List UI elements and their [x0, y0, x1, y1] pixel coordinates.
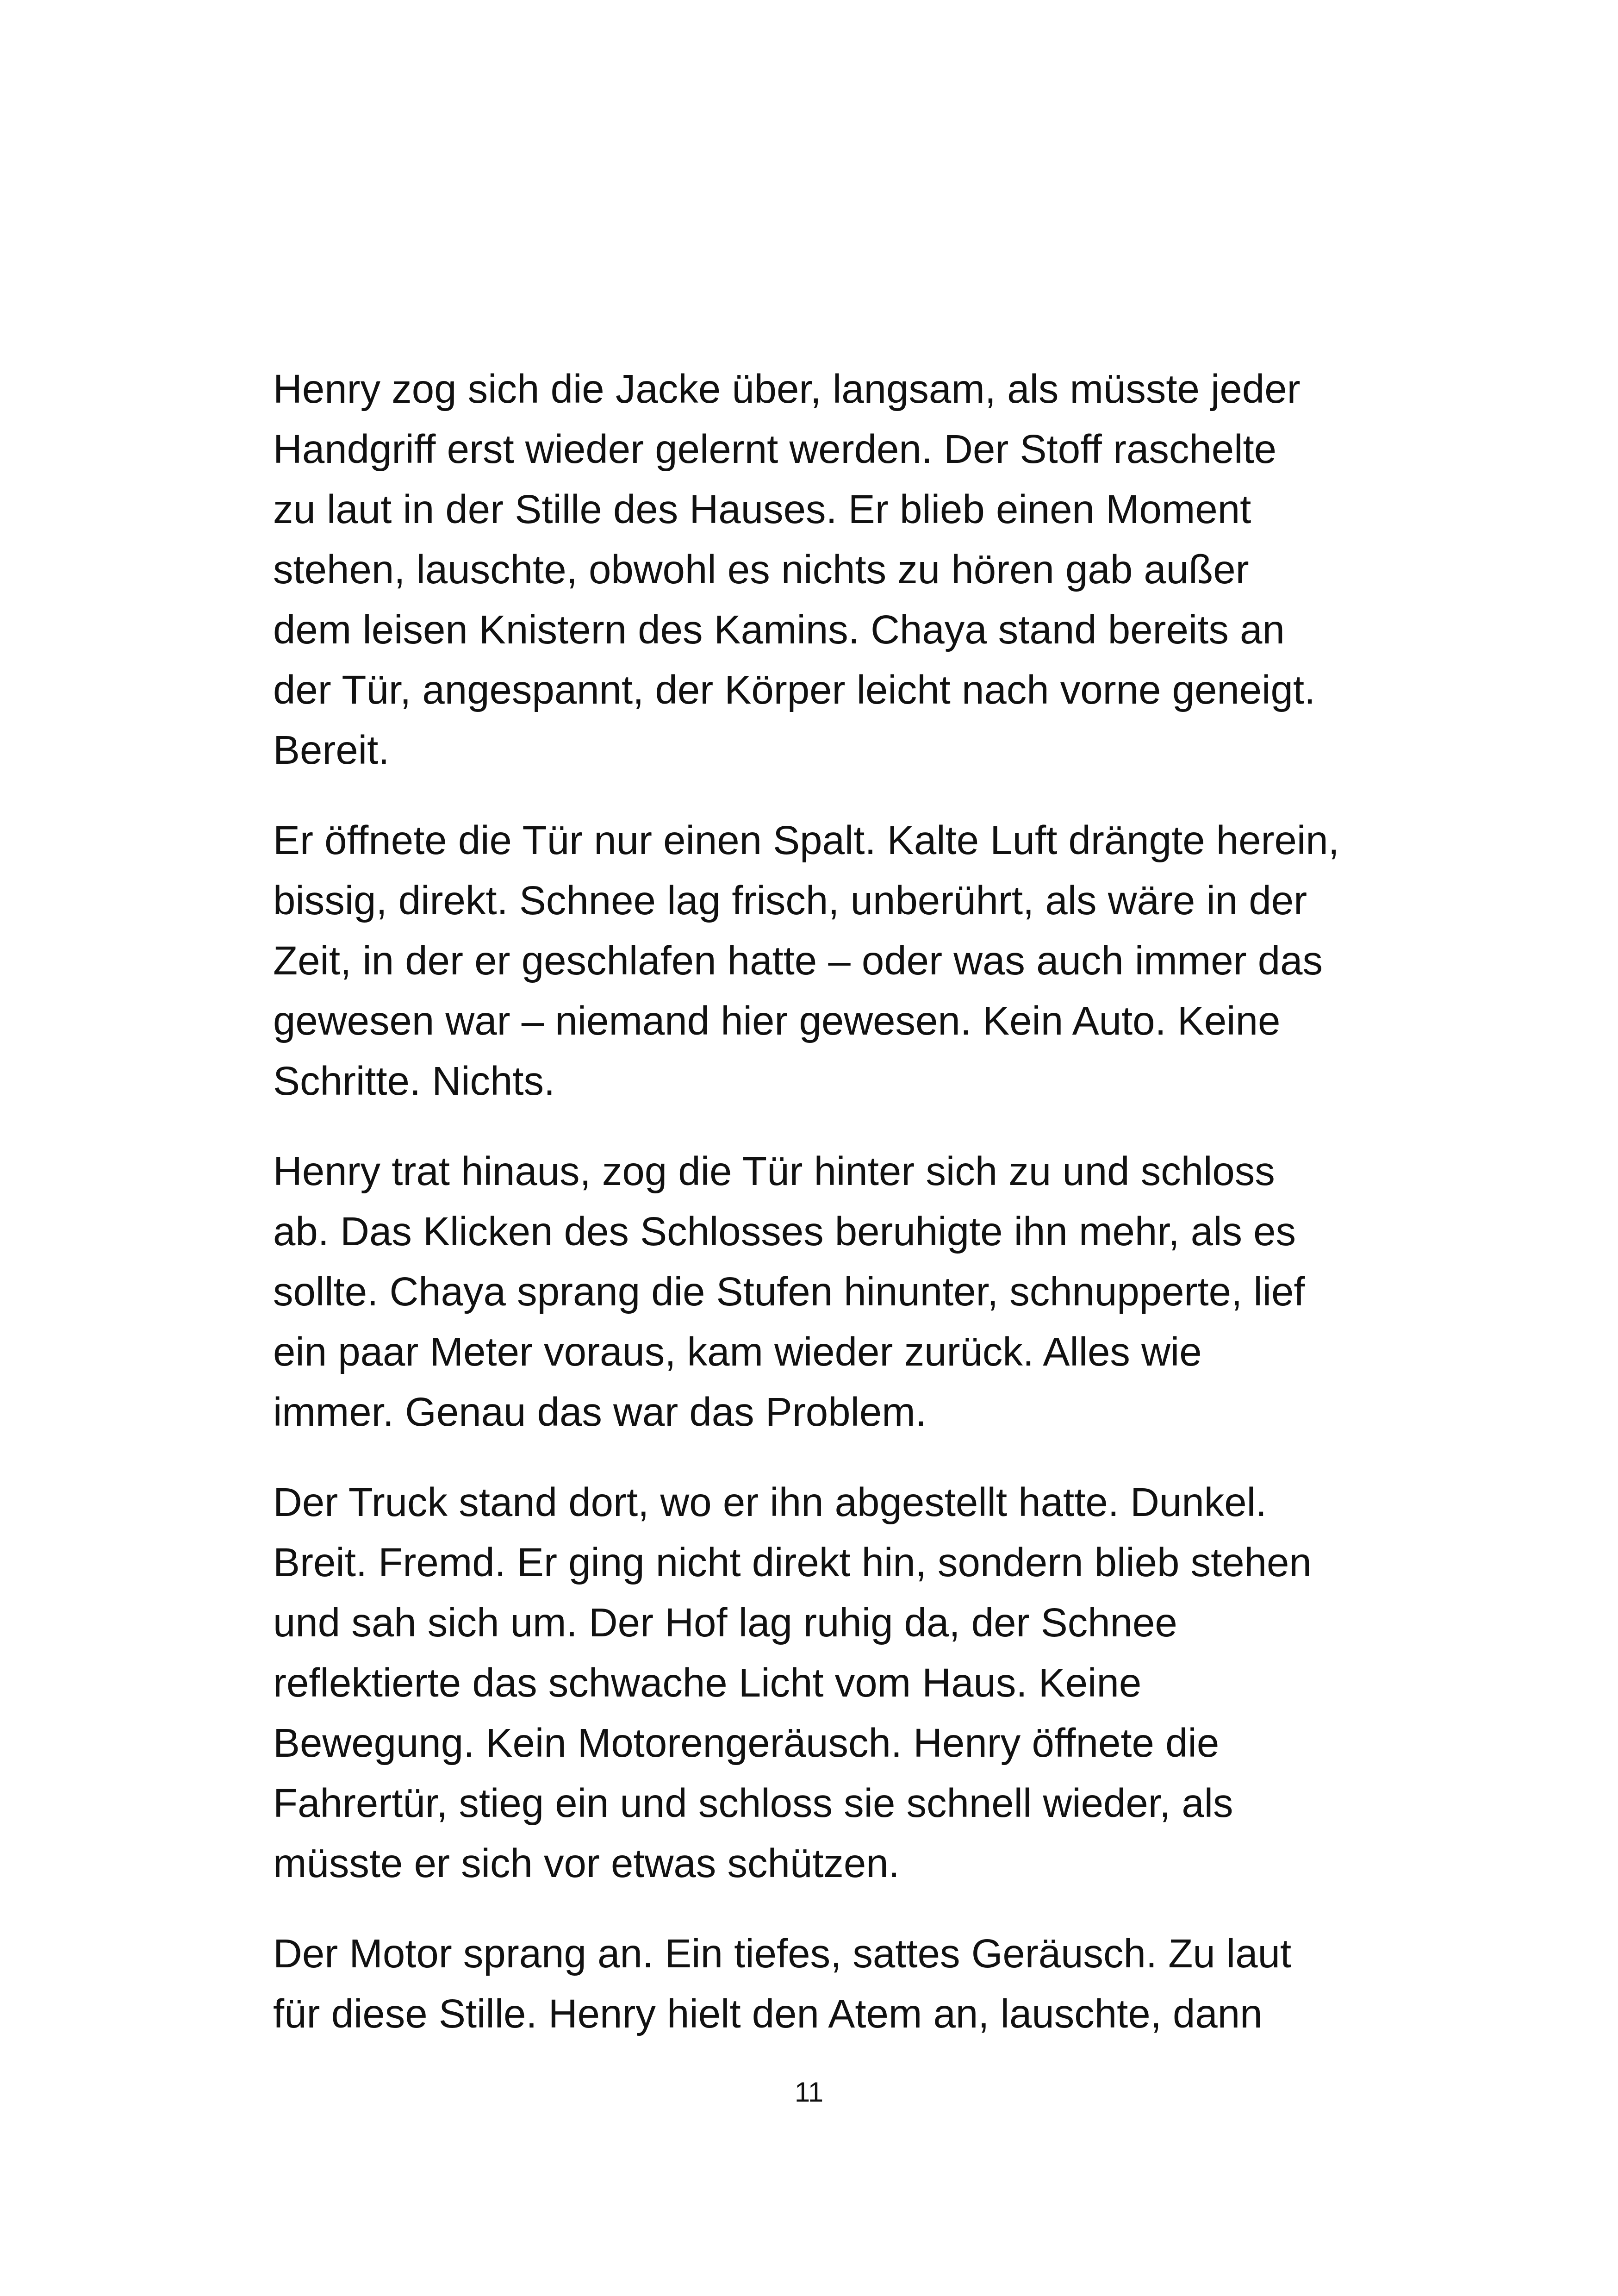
page-number: 11 — [794, 2077, 824, 2108]
paragraph-3 — [273, 1142, 1393, 1442]
text-line: Zeit, in der er geschlafen hatte – oder was auch immer das — [273, 938, 1323, 983]
paragraph-1 — [273, 359, 1393, 780]
text-line: ein paar Meter voraus, kam wieder zurück. Alles wie — [273, 1329, 1202, 1374]
text-line: der Tür, angespannt, der Körper leicht nach vorne geneigt. — [273, 668, 1316, 712]
text-line: zu laut in der Stille des Hauses. Er blieb einen Moment — [273, 487, 1251, 532]
text-line: reflektierte das schwache Licht vom Haus. Keine — [273, 1660, 1142, 1705]
text-line: gewesen war – niemand hier gewesen. Kein Auto. Keine — [273, 998, 1281, 1043]
text-line: Schritte. Nichts. — [273, 1059, 555, 1104]
paragraph-2 — [273, 811, 1393, 1111]
text-line: Bereit. — [273, 728, 390, 773]
paragraph-4 — [273, 1472, 1393, 1894]
text-line: müsste er sich vor etwas schützen. — [273, 1841, 900, 1886]
text-line: Henry zog sich die Jacke über, langsam, als müsste jeder — [273, 367, 1301, 412]
body-text — [273, 359, 1393, 2074]
paragraph-5 — [273, 1924, 1393, 2044]
text-line: ab. Das Klicken des Schlosses beruhigte ihn mehr, als es — [273, 1209, 1296, 1254]
text-line: sollte. Chaya sprang die Stufen hinunter, schnupperte, lief — [273, 1269, 1305, 1314]
text-line: Der Motor sprang an. Ein tiefes, sattes Geräusch. Zu laut — [273, 1931, 1292, 1976]
text-line: immer. Genau das war das Problem. — [273, 1390, 927, 1435]
text-line: Bewegung. Kein Motorengeräusch. Henry öffnete die — [273, 1721, 1220, 1766]
text-line: Fahrertür, stieg ein und schloss sie schnell wieder, als — [273, 1781, 1233, 1826]
text-line: bissig, direkt. Schnee lag frisch, unberührt, als wäre in der — [273, 878, 1307, 923]
text-line: Handgriff erst wieder gelernt werden. Der Stoff raschelte — [273, 427, 1277, 472]
text-line: für diese Stille. Henry hielt den Atem an, lauschte, dann — [273, 1991, 1263, 2036]
text-line: Henry trat hinaus, zog die Tür hinter sich zu und schloss — [273, 1149, 1275, 1194]
text-line: dem leisen Knistern des Kamins. Chaya stand bereits an — [273, 607, 1285, 652]
text-line: Er öffnete die Tür nur einen Spalt. Kalte Luft drängte herein, — [273, 818, 1339, 863]
text-line: Breit. Fremd. Er ging nicht direkt hin, sondern blieb stehen — [273, 1540, 1312, 1585]
text-line: Der Truck stand dort, wo er ihn abgestellt hatte. Dunkel. — [273, 1480, 1267, 1525]
text-line: und sah sich um. Der Hof lag ruhig da, der Schnee — [273, 1600, 1177, 1645]
text-line: stehen, lauschte, obwohl es nichts zu hören gab außer — [273, 547, 1249, 592]
